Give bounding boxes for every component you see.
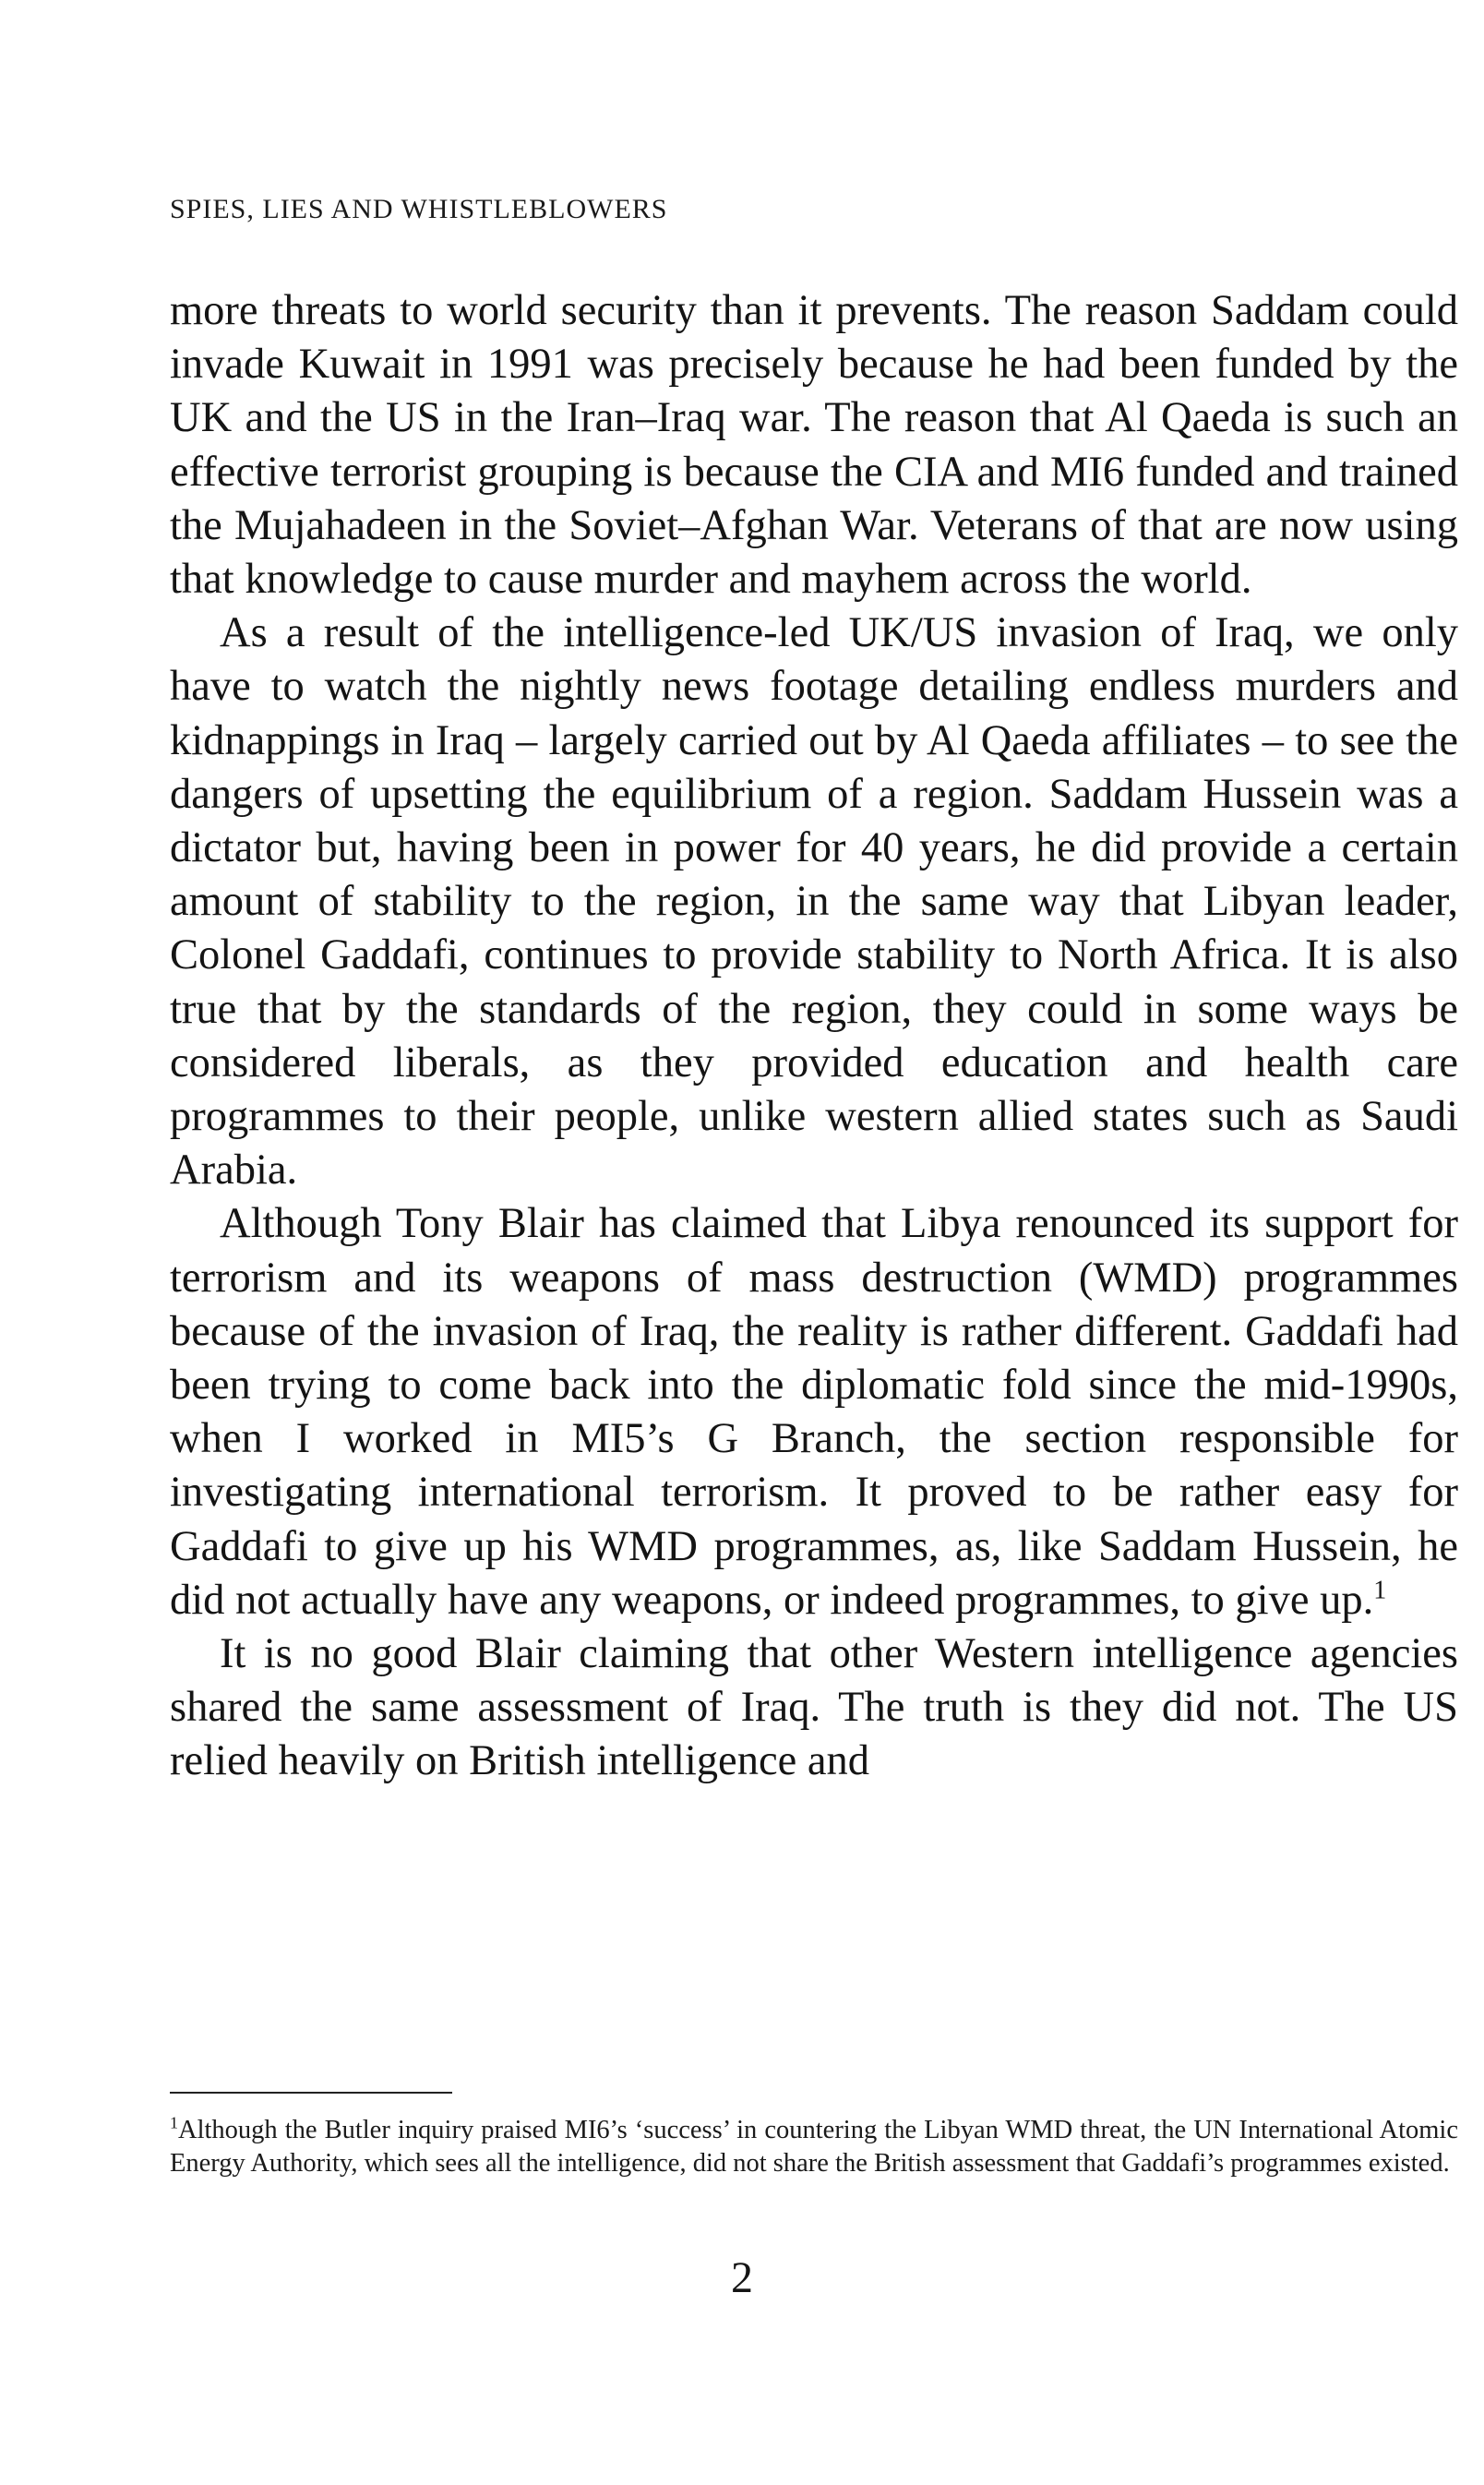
paragraph-text: more threats to world security than it prevents. The reason Saddam could invade Kuwait in 1991 was precisely because he had been funded by the UK and the US in the Iran–Iraq war. The reason that Al Qaeda is such an effective terrorist grouping is because the CIA and MI6 funded and trained the Mujahadeen in the Soviet–Afghan War. Veterans of that are now using that knowledge to cause murder and mayhem across the world. bbox=[170, 287, 1458, 604]
footnote-marker: 1 bbox=[170, 2113, 178, 2132]
footnotes bbox=[170, 2114, 1458, 2180]
paragraph bbox=[170, 1627, 1458, 1789]
footnote-reference: 1 bbox=[1373, 1576, 1387, 1605]
paragraph-text: It is no good Blair claiming that other Western intelligence agencies shared the same assessment of Iraq. The truth is they did not. The US relied heavily on British intelligence and bbox=[170, 1630, 1458, 1785]
footnote-text: Although the Butler inquiry praised MI6’s ‘success’ in countering the Libyan WMD threat, the UN International Atomic Energy Authority, which sees all the intelligence, did not share the British assessment that Gaddafi’s programmes existed. bbox=[170, 2116, 1458, 2178]
paragraph-text: Although Tony Blair has claimed that Libya renounced its support for terrorism and its weapons of mass destruction (WMD) programmes because of the invasion of Iraq, the reality is rather different. Gaddafi had been trying to come back into the diplomatic fold since the mid-1990s, when I worked in MI5’s G Branch, the section responsible for investigating international terrorism. It proved to be rather easy for Gaddafi to give up his WMD programmes, as, like Saddam Hussein, he did not actually have any weapons, or indeed programmes, to give up. bbox=[170, 1200, 1458, 1624]
paragraph-continued bbox=[170, 284, 1458, 606]
paragraph bbox=[170, 606, 1458, 1197]
body-text bbox=[170, 284, 1458, 1789]
running-header: SPIES, LIES AND WHISTLEBLOWERS bbox=[170, 194, 668, 224]
footnote bbox=[170, 2114, 1458, 2180]
paragraph bbox=[170, 1197, 1458, 1627]
footnote-divider bbox=[170, 2092, 452, 2094]
page-number: 2 bbox=[731, 2253, 753, 2302]
paragraph-text: As a result of the intelligence-led UK/US invasion of Iraq, we only have to watch the nightly news footage detailing endless murders and kidnappings in Iraq – largely carried out by Al Qaeda affiliates – to see the dangers of upsetting the equilibrium of a region. Saddam Hussein was a dictator but, having been in power for 40 years, he did provide a certain amount of stability to the region, in the same way that Libyan leader, Colonel Gaddafi, continues to provide stability to North Africa. It is also true that by the standards of the region, they could in some ways be considered liberals, as they provided education and health care programmes to their people, unlike western allied states such as Saudi Arabia. bbox=[170, 609, 1458, 1194]
